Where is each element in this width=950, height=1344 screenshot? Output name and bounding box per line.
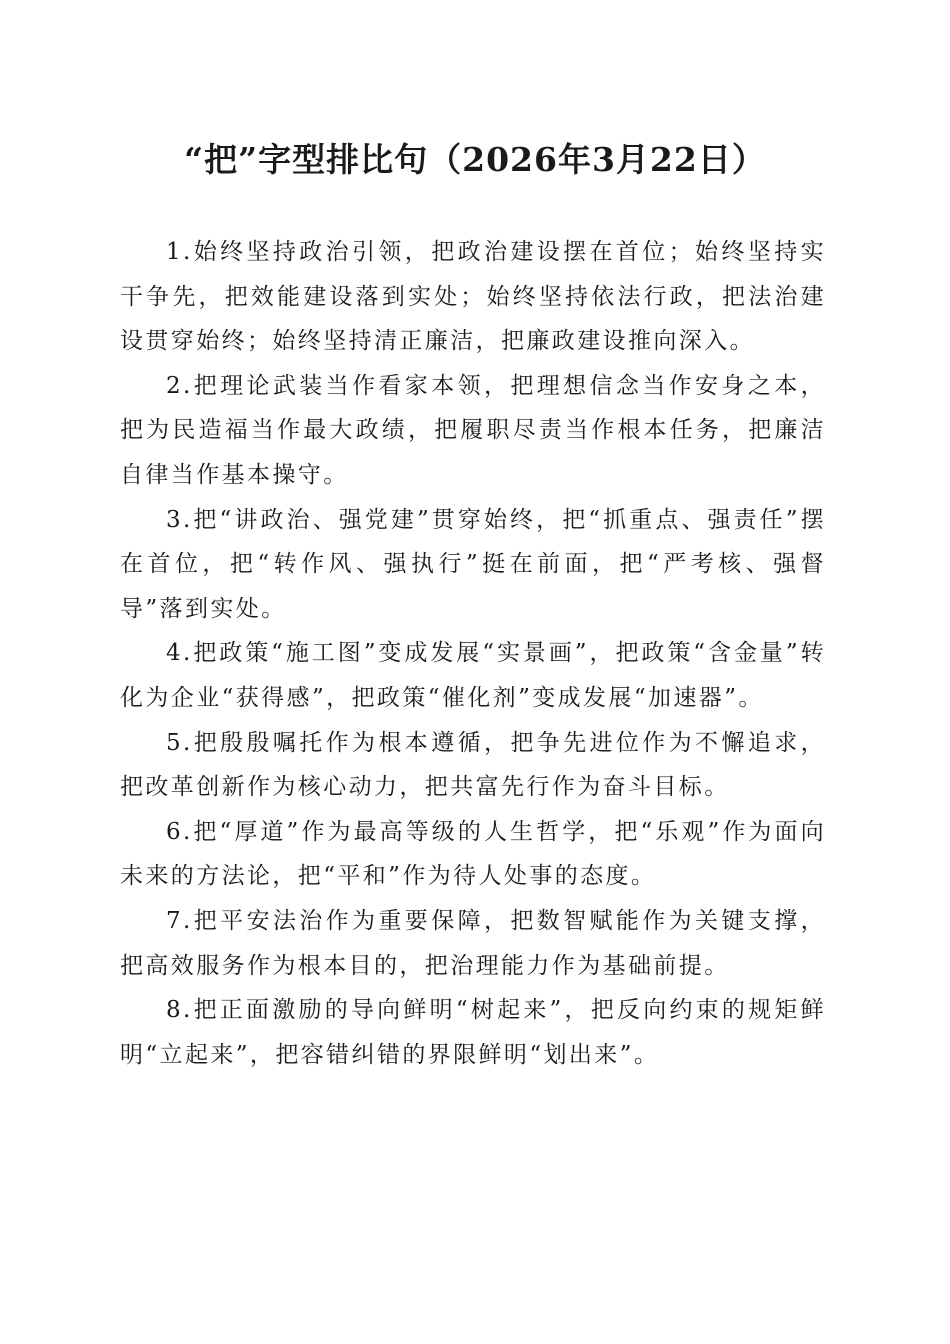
paragraph-3: 3.把“讲政治、强党建”贯穿始终，把“抓重点、强责任”摆在首位，把“转作风、强执行”挺在前面，把“严考核、强督导”落到实处。 <box>120 506 826 622</box>
paragraph-5: 5.把殷殷嘱托作为根本遵循，把争先进位作为不懈追求，把改革创新作为核心动力，把共富先行作为奋斗目标。 <box>120 729 826 801</box>
paragraph-7: 7.把平安法治作为重要保障，把数智赋能作为关键支撑，把高效服务作为根本目的，把治理能力作为基础前提。 <box>120 907 826 979</box>
document-body <box>120 230 826 1077</box>
paragraph-1: 1.始终坚持政治引领，把政治建设摆在首位；始终坚持实干争先，把效能建设落到实处；始终坚持依法行政，把法治建设贯穿始终；始终坚持清正廉洁，把廉政建设推向深入。 <box>120 239 826 355</box>
paragraph-4: 4.把政策“施工图”变成发展“实景画”，把政策“含金量”转化为企业“获得感”，把政策“催化剂”变成发展“加速器”。 <box>120 640 826 711</box>
paragraph-8: 8.把正面激励的导向鲜明“树起来”，把反向约束的规矩鲜明“立起来”，把容错纠错的界限鲜明“划出来”。 <box>120 997 826 1068</box>
paragraph-6: 6.把“厚道”作为最高等级的人生哲学，把“乐观”作为面向未来的方法论，把“平和”作为待人处事的态度。 <box>120 818 826 890</box>
document-title: “把”字型排比句（2026年3月22日） <box>184 140 766 179</box>
paragraph-2: 2.把理论武装当作看家本领，把理想信念当作安身之本，把为民造福当作最大政绩，把履职尽责当作根本任务，把廉洁自律当作基本操守。 <box>120 372 826 488</box>
